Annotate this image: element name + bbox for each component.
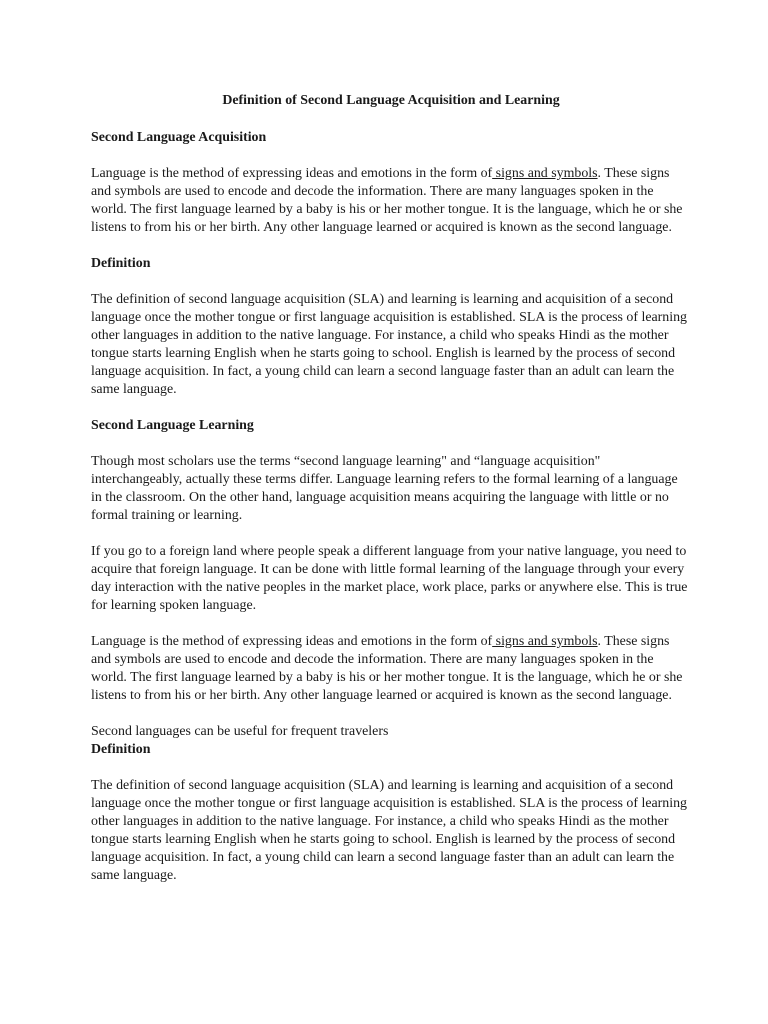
document-title: Definition of Second Language Acquisition and Learning — [222, 93, 560, 108]
document-body — [91, 92, 691, 903]
heading-definition-repeat: Definition — [91, 742, 151, 757]
heading-second-language-learning: Second Language Learning — [91, 418, 254, 433]
heading-definition: Definition — [91, 256, 151, 271]
heading-second-language-acquisition: Second Language Acquisition — [91, 130, 267, 145]
paragraph-learning-vs-acquisition: Though most scholars use the terms “second language learning" and “language acquisition" interchangeably, actually these terms differ. Language learning refers to the formal learning of a language in the classroom. On the other hand, language acquisition means acquiring the language with little or no formal training or learning. — [91, 454, 678, 523]
paragraph-text: Language is the method of expressing ideas and emotions in the form of — [91, 166, 493, 181]
paragraph-language-definition — [91, 165, 691, 237]
paragraph-travelers: Second languages can be useful for frequent travelers — [91, 724, 389, 739]
signs-and-symbols-link-repeat[interactable]: signs and symbols — [492, 634, 598, 649]
paragraph-language-definition-repeat — [91, 633, 691, 705]
signs-and-symbols-link[interactable]: signs and symbols — [492, 166, 598, 181]
paragraph-text: Language is the method of expressing ideas and emotions in the form of — [91, 634, 493, 649]
paragraph-foreign-land: If you go to a foreign land where people speak a different language from your native language, you need to acquire that foreign language. It can be done with little formal learning of the language through your every day interaction with the native peoples in the market place, work place, parks or anywhere else. This is true for learning spoken language. — [91, 544, 688, 613]
paragraph-text: . These signs and symbols are used to encode and decode the information. There are many languages spoken in the world. The first language learned by a baby is his or her mother tongue. It is the language, which he or she listens to from his or her birth. Any other language learned or acquired is known as the second language. — [91, 634, 683, 703]
paragraph-sla-definition-repeat: The definition of second language acquisition (SLA) and learning is learning and acquisition of a second language once the mother tongue or first language acquisition is established. SLA is the process of learning other languages in addition to the native language. For instance, a child who speaks Hindi as the mother tongue starts learning English when he starts going to school. English is learned by the process of second language acquisition. In fact, a young child can learn a second language faster than an adult can learn the same language. — [91, 778, 687, 883]
paragraph-text: . These signs and symbols are used to encode and decode the information. There are many languages spoken in the world. The first language learned by a baby is his or her mother tongue. It is the language, which he or she listens to from his or her birth. Any other language learned or acquired is known as the second language. — [91, 166, 683, 235]
paragraph-sla-definition: The definition of second language acquisition (SLA) and learning is learning and acquisition of a second language once the mother tongue or first language acquisition is established. SLA is the process of learning other languages in addition to the native language. For instance, a child who speaks Hindi as the mother tongue starts learning English when he starts going to school. English is learned by the process of second language acquisition. In fact, a young child can learn a second language faster than an adult can learn the same language. — [91, 292, 687, 397]
